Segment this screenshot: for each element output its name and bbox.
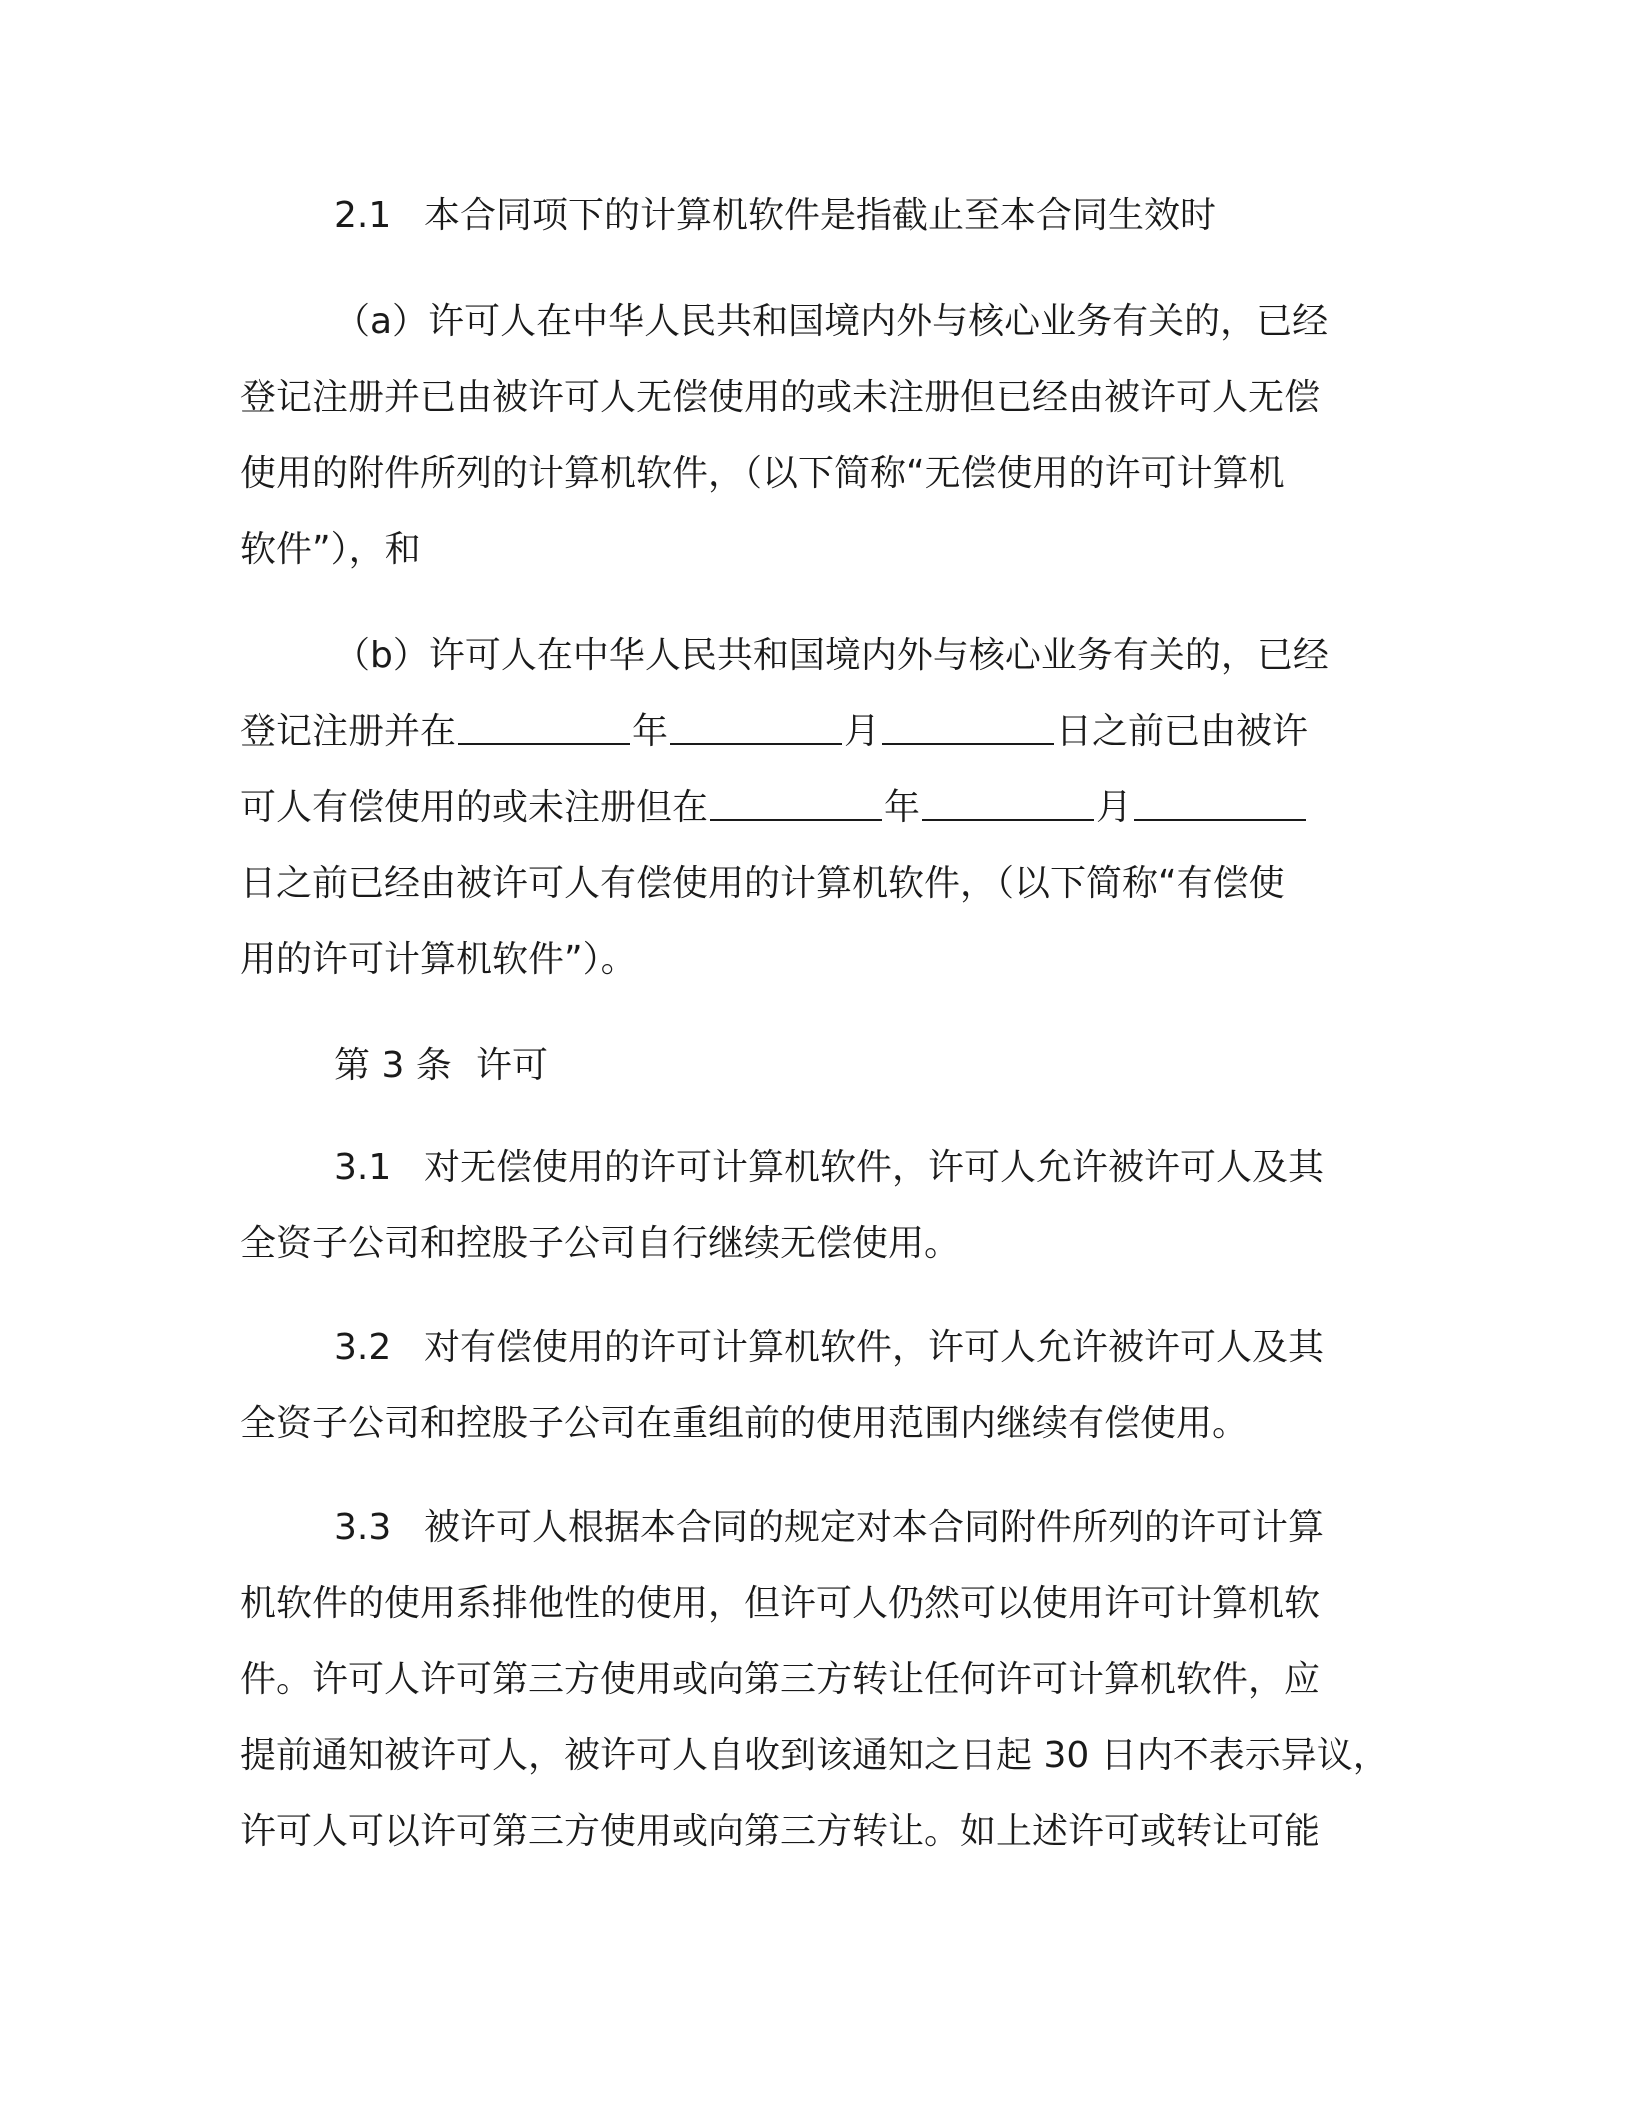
year-blank: [458, 713, 630, 745]
clause-3-2-line-1: [334, 1326, 1324, 1370]
item-b-line-3: [240, 786, 1308, 830]
clause-number: 2.1: [334, 195, 392, 236]
month-blank: [922, 789, 1094, 821]
clause-number: 3.3: [334, 1507, 392, 1548]
item-a-line-3: 使用的附件所列的计算机软件，（以下简称“无偿使用的许可计算机: [240, 453, 1285, 494]
article-3-heading: [334, 1044, 548, 1088]
clause-3-3-line-3: 件。许可人许可第三方使用或向第三方转让任何许可计算机软件，应: [240, 1659, 1321, 1700]
clause-number: 3.1: [334, 1147, 392, 1188]
item-b-line-1: [334, 634, 1329, 678]
item-a-line-2: 登记注册并已由被许可人无偿使用的或未注册但已经由被许可人无偿: [240, 377, 1321, 418]
clause-3-3-line-4: 提前通知被许可人，被许可人自收到该通知之日起 30 日内不表示异议，: [240, 1735, 1389, 1776]
clause-3-2-line-2: 全资子公司和控股子公司在重组前的使用范围内继续有偿使用。: [240, 1403, 1249, 1444]
article-number: 第 3 条: [334, 1045, 452, 1086]
year-blank: [710, 789, 882, 821]
item-b-line-2-prefix: 登记注册并在: [240, 711, 457, 752]
month-label: 月: [1096, 787, 1133, 828]
clause-text: 被许可人根据本合同的规定对本合同附件所列的许可计算: [424, 1507, 1325, 1548]
clause-3-3-line-5: 许可人可以许可第三方使用或向第三方转让。如上述许可或转让可能: [240, 1811, 1321, 1852]
clause-2-1-heading: [334, 194, 1216, 238]
item-b-text: 许可人在中华人民共和国境内外与核心业务有关的，已经: [428, 635, 1329, 676]
item-b-label: （b）: [334, 635, 429, 676]
month-blank: [670, 713, 842, 745]
item-b-line-2-suffix: 日之前已由被许: [1056, 711, 1309, 752]
item-b-line-3-prefix: 可人有偿使用的或未注册但在: [240, 787, 709, 828]
year-label: 年: [632, 711, 669, 752]
item-b-line-4: 日之前已经由被许可人有偿使用的计算机软件，（以下简称“有偿使: [240, 863, 1285, 904]
item-b-line-2: [240, 710, 1308, 754]
item-a-line-4: 软件”），和: [240, 529, 421, 570]
day-blank: [882, 713, 1054, 745]
item-a-line-1: [334, 300, 1328, 344]
clause-text: 对无偿使用的许可计算机软件，许可人允许被许可人及其: [424, 1147, 1325, 1188]
item-a-label: （a）: [334, 301, 429, 342]
article-title: 许可: [476, 1045, 549, 1086]
clause-3-1-line-1: [334, 1146, 1324, 1190]
clause-3-1-line-2: 全资子公司和控股子公司自行继续无偿使用。: [240, 1223, 961, 1264]
clause-number: 3.2: [334, 1327, 392, 1368]
clause-3-3-line-2: 机软件的使用系排他性的使用，但许可人仍然可以使用许可计算机软: [240, 1583, 1321, 1624]
year-label: 年: [884, 787, 921, 828]
month-label: 月: [844, 711, 881, 752]
clause-3-3-line-1: [334, 1506, 1324, 1550]
clause-text: 本合同项下的计算机软件是指截止至本合同生效时: [424, 195, 1217, 236]
item-a-text: 许可人在中华人民共和国境内外与核心业务有关的，已经: [428, 301, 1329, 342]
clause-text: 对有偿使用的许可计算机软件，许可人允许被许可人及其: [424, 1327, 1325, 1368]
item-b-line-5: 用的许可计算机软件”）。: [240, 939, 637, 980]
day-blank: [1134, 789, 1306, 821]
